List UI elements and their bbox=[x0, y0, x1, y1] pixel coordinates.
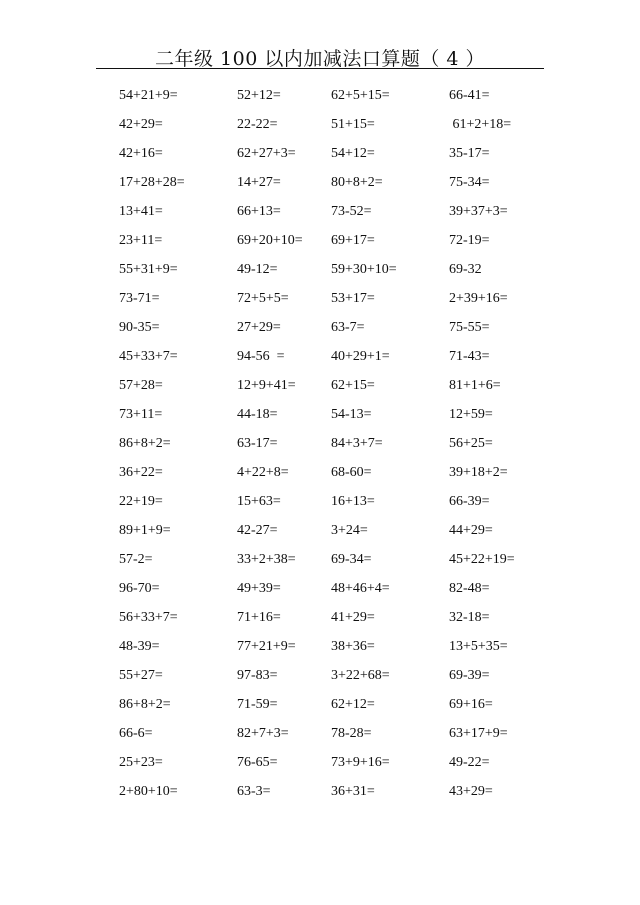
math-problem: 71+16= bbox=[237, 610, 281, 625]
math-problem: 49-22= bbox=[449, 755, 490, 770]
problem-row bbox=[0, 318, 640, 347]
math-problem: 39+18+2= bbox=[449, 465, 508, 480]
math-problem: 62+12= bbox=[331, 697, 375, 712]
math-problem: 44+29= bbox=[449, 523, 493, 538]
problem-row bbox=[0, 782, 640, 811]
math-problem: 43+29= bbox=[449, 784, 493, 799]
math-problem: 75-55= bbox=[449, 320, 490, 335]
problem-row bbox=[0, 463, 640, 492]
math-problem: 3+22+68= bbox=[331, 668, 390, 683]
math-problem: 27+29= bbox=[237, 320, 281, 335]
math-problem: 63-17= bbox=[237, 436, 278, 451]
problem-row bbox=[0, 608, 640, 637]
problem-row bbox=[0, 550, 640, 579]
problem-row bbox=[0, 144, 640, 173]
math-problem: 82+7+3= bbox=[237, 726, 289, 741]
problem-row bbox=[0, 289, 640, 318]
math-problem: 13+41= bbox=[119, 204, 163, 219]
math-problem: 12+59= bbox=[449, 407, 493, 422]
problem-row bbox=[0, 579, 640, 608]
math-problem: 61+2+18= bbox=[449, 117, 512, 132]
math-problem: 97-83= bbox=[237, 668, 278, 683]
math-problem: 89+1+9= bbox=[119, 523, 171, 538]
math-problem: 78-28= bbox=[331, 726, 372, 741]
math-problem: 71-59= bbox=[237, 697, 278, 712]
math-problem: 72+5+5= bbox=[237, 291, 289, 306]
math-problem: 2+80+10= bbox=[119, 784, 178, 799]
math-problem: 94-56 = bbox=[237, 349, 285, 364]
problem-row bbox=[0, 86, 640, 115]
math-problem: 68-60= bbox=[331, 465, 372, 480]
math-problem: 81+1+6= bbox=[449, 378, 501, 393]
math-problem: 69+16= bbox=[449, 697, 493, 712]
math-problem: 57-2= bbox=[119, 552, 153, 567]
math-problem: 17+28+28= bbox=[119, 175, 185, 190]
problem-row bbox=[0, 753, 640, 782]
math-problem: 84+3+7= bbox=[331, 436, 383, 451]
math-problem: 72-19= bbox=[449, 233, 490, 248]
math-problem: 42-27= bbox=[237, 523, 278, 538]
math-problem: 54+12= bbox=[331, 146, 375, 161]
problem-row bbox=[0, 695, 640, 724]
math-problem: 96-70= bbox=[119, 581, 160, 596]
problem-row bbox=[0, 260, 640, 289]
math-problem: 63+17+9= bbox=[449, 726, 508, 741]
math-problem: 63-3= bbox=[237, 784, 271, 799]
math-problem: 69-32 bbox=[449, 262, 482, 277]
math-problem: 41+29= bbox=[331, 610, 375, 625]
math-problem: 22-22= bbox=[237, 117, 278, 132]
math-problem: 4+22+8= bbox=[237, 465, 289, 480]
math-problem: 22+19= bbox=[119, 494, 163, 509]
math-problem: 77+21+9= bbox=[237, 639, 296, 654]
problem-row bbox=[0, 666, 640, 695]
math-problem: 62+27+3= bbox=[237, 146, 296, 161]
math-problem: 86+8+2= bbox=[119, 697, 171, 712]
math-problem: 2+39+16= bbox=[449, 291, 508, 306]
page-title: 二年级 100 以内加减法口算题（ 4 ） bbox=[154, 48, 485, 70]
math-problem: 45+33+7= bbox=[119, 349, 178, 364]
math-problem: 14+27= bbox=[237, 175, 281, 190]
math-problem: 71-43= bbox=[449, 349, 490, 364]
math-problem: 73-71= bbox=[119, 291, 160, 306]
math-problem: 76-65= bbox=[237, 755, 278, 770]
math-problem: 55+31+9= bbox=[119, 262, 178, 277]
problem-grid bbox=[0, 86, 640, 811]
math-problem: 35-17= bbox=[449, 146, 490, 161]
math-problem: 86+8+2= bbox=[119, 436, 171, 451]
math-problem: 54+21+9= bbox=[119, 88, 178, 103]
math-problem: 48+46+4= bbox=[331, 581, 390, 596]
math-problem: 49+39= bbox=[237, 581, 281, 596]
math-problem: 49-12= bbox=[237, 262, 278, 277]
math-problem: 54-13= bbox=[331, 407, 372, 422]
problem-row bbox=[0, 376, 640, 405]
math-problem: 73-52= bbox=[331, 204, 372, 219]
problem-row bbox=[0, 115, 640, 144]
math-problem: 66-39= bbox=[449, 494, 490, 509]
math-problem: 69-34= bbox=[331, 552, 372, 567]
math-problem: 69+17= bbox=[331, 233, 375, 248]
math-problem: 55+27= bbox=[119, 668, 163, 683]
problem-row bbox=[0, 173, 640, 202]
math-problem: 82-48= bbox=[449, 581, 490, 596]
math-problem: 75-34= bbox=[449, 175, 490, 190]
math-problem: 73+9+16= bbox=[331, 755, 390, 770]
math-problem: 51+15= bbox=[331, 117, 375, 132]
math-problem: 36+22= bbox=[119, 465, 163, 480]
problem-row bbox=[0, 637, 640, 666]
problem-row bbox=[0, 492, 640, 521]
math-problem: 13+5+35= bbox=[449, 639, 508, 654]
math-problem: 32-18= bbox=[449, 610, 490, 625]
math-problem: 56+33+7= bbox=[119, 610, 178, 625]
math-problem: 36+31= bbox=[331, 784, 375, 799]
problem-row bbox=[0, 202, 640, 231]
problem-row bbox=[0, 405, 640, 434]
math-problem: 69-39= bbox=[449, 668, 490, 683]
math-problem: 48-39= bbox=[119, 639, 160, 654]
math-problem: 40+29+1= bbox=[331, 349, 390, 364]
math-problem: 52+12= bbox=[237, 88, 281, 103]
math-problem: 57+28= bbox=[119, 378, 163, 393]
math-problem: 45+22+19= bbox=[449, 552, 515, 567]
math-problem: 62+15= bbox=[331, 378, 375, 393]
math-problem: 44-18= bbox=[237, 407, 278, 422]
problem-row bbox=[0, 434, 640, 463]
math-problem: 69+20+10= bbox=[237, 233, 303, 248]
math-problem: 90-35= bbox=[119, 320, 160, 335]
math-problem: 80+8+2= bbox=[331, 175, 383, 190]
math-problem: 16+13= bbox=[331, 494, 375, 509]
problem-row bbox=[0, 724, 640, 753]
problem-row bbox=[0, 521, 640, 550]
math-problem: 42+16= bbox=[119, 146, 163, 161]
math-problem: 38+36= bbox=[331, 639, 375, 654]
math-problem: 66-41= bbox=[449, 88, 490, 103]
problem-row bbox=[0, 231, 640, 260]
title-underline bbox=[96, 68, 544, 69]
math-problem: 42+29= bbox=[119, 117, 163, 132]
math-problem: 66+13= bbox=[237, 204, 281, 219]
math-problem: 59+30+10= bbox=[331, 262, 397, 277]
math-problem: 63-7= bbox=[331, 320, 365, 335]
math-problem: 23+11= bbox=[119, 233, 163, 248]
math-problem: 53+17= bbox=[331, 291, 375, 306]
math-problem: 25+23= bbox=[119, 755, 163, 770]
problem-row bbox=[0, 347, 640, 376]
math-problem: 56+25= bbox=[449, 436, 493, 451]
math-problem: 39+37+3= bbox=[449, 204, 508, 219]
math-problem: 73+11= bbox=[119, 407, 163, 422]
math-problem: 62+5+15= bbox=[331, 88, 390, 103]
math-problem: 3+24= bbox=[331, 523, 368, 538]
math-problem: 66-6= bbox=[119, 726, 153, 741]
math-problem: 15+63= bbox=[237, 494, 281, 509]
math-problem: 12+9+41= bbox=[237, 378, 296, 393]
math-problem: 33+2+38= bbox=[237, 552, 296, 567]
